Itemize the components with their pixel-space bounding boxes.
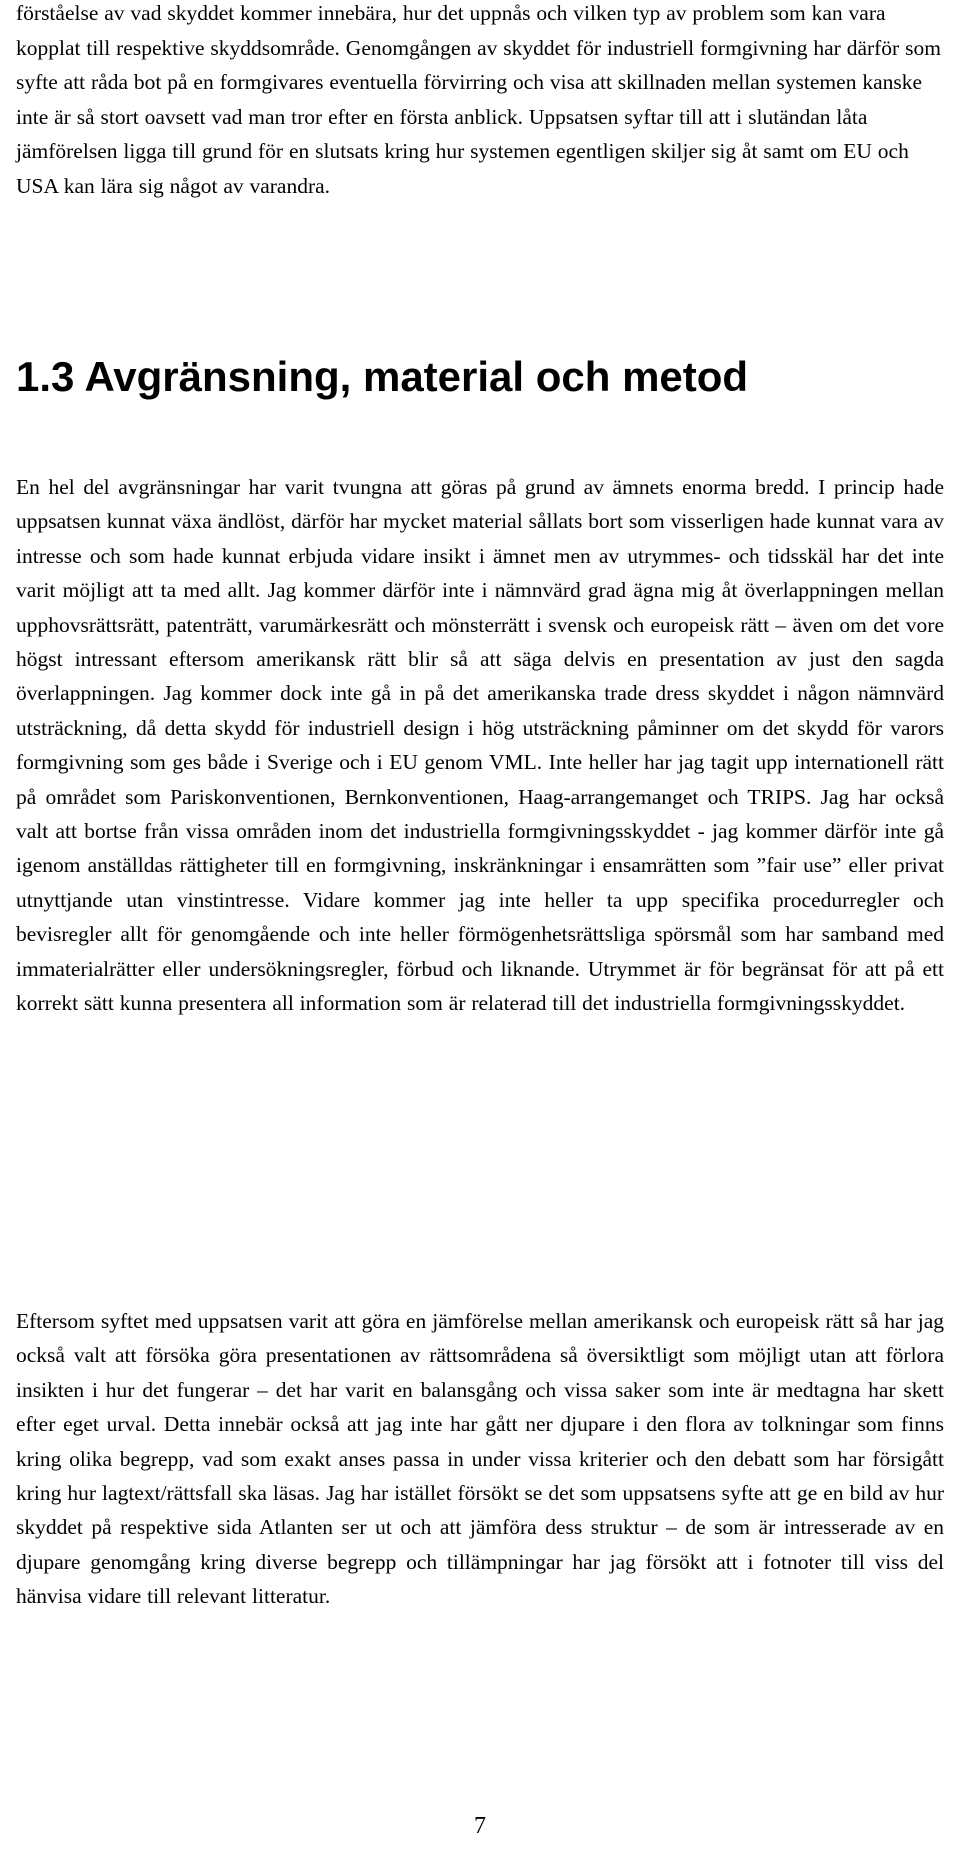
- intro-paragraph: förståelse av vad skyddet kommer innebära, hur det uppnås och vilken typ av problem som kan vara kopplat till respektive skyddsområde. Genomgången av skyddet för industriell formgivning har därför som syfte att råda bot på en formgivares eventuella förvirring och visa att skillnaden mellan systemen kanske inte är så stort oavsett vad man tror efter en första anblick. Uppsatsen syftar till att i slutändan låta jämförelsen ligga till grund för en slutsats kring hur systemen egentligen skiljer sig åt samt om EU och USA kan lära sig något av varandra.: [16, 1, 941, 198]
- method-paragraph: Eftersom syftet med uppsatsen varit att göra en jämförelse mellan amerikansk och europeisk rätt så har jag också valt att försöka göra presentationen av rättsområdena så översiktligt som möjligt utan att förlora insikten i hur det fungerar – det har varit en balansgång och vissa saker som inte är medtagna har skett efter eget urval. Detta innebär också att jag inte har gått ner djupare i den flora av tolkningar som finns kring olika begrepp, vad som exakt anses passa in under vissa kriterier och den debatt som har försigått kring hur lagtext/rättsfall ska läsas. Jag har istället försökt se det som uppsatsens syfte att ge en bild av hur skyddet på respektive sida Atlanten ser ut och att jämföra dess struktur – de som är intresserade av en djupare genomgång kring diverse begrepp och tillämpningar har jag försökt att i fotnoter till viss del hänvisa vidare till relevant litteratur.: [16, 1309, 944, 1609]
- page-number: 7: [474, 1813, 486, 1839]
- scope-paragraph: En hel del avgränsningar har varit tvungna att göras på grund av ämnets enorma bredd. I princip hade uppsatsen kunnat växa ändlöst, därför har mycket material sållats bort som visserligen hade kunnat vara av intresse och som hade kunnat erbjuda vidare insikt i ämnet men av utrymmes- och tidsskäl har det inte varit möjligt att ta med allt. Jag kommer därför inte i nämnvärd grad ägna mig åt överlappningen mellan upphovsrättsrätt, patenträtt, varumärkesrätt och mönsterrätt i svensk och europeisk rätt – även om det vore högst intressant eftersom amerikansk rätt blir så att säga delvis en presentation av just den sagda överlappningen. Jag kommer dock inte gå in på det amerikanska trade dress skyddet i någon nämnvärd utsträckning, då detta skydd för industriell design i hög utsträckning påminner om det skydd för varors formgivning som ges både i Sverige och i EU genom VML. Inte heller har jag tagit upp internationell rätt på området som Pariskonventionen, Bernkonventionen, Haag-arrangemanget och TRIPS. Jag har också valt att bortse från vissa områden inom det industriella formgivningsskyddet - jag kommer därför inte gå igenom anställdas rättigheter till en formgivning, inskränkningar i ensamrätten som ”fair use” eller privat utnyttjande utan vinstintresse. Vidare kommer jag inte heller ta upp specifika procedurregler och bevisregler allt för genomgående och inte heller förmögenhetsrättsliga spörsmål som har samband med immaterialrätter eller undersökningsregler, förbud och liknande. Utrymmet är för begränsat för att på ett korrekt sätt kunna presentera all information som är relaterad till det industriella formgivningsskyddet.: [16, 475, 944, 1016]
- section-heading: 1.3 Avgränsning, material och metod: [16, 353, 749, 400]
